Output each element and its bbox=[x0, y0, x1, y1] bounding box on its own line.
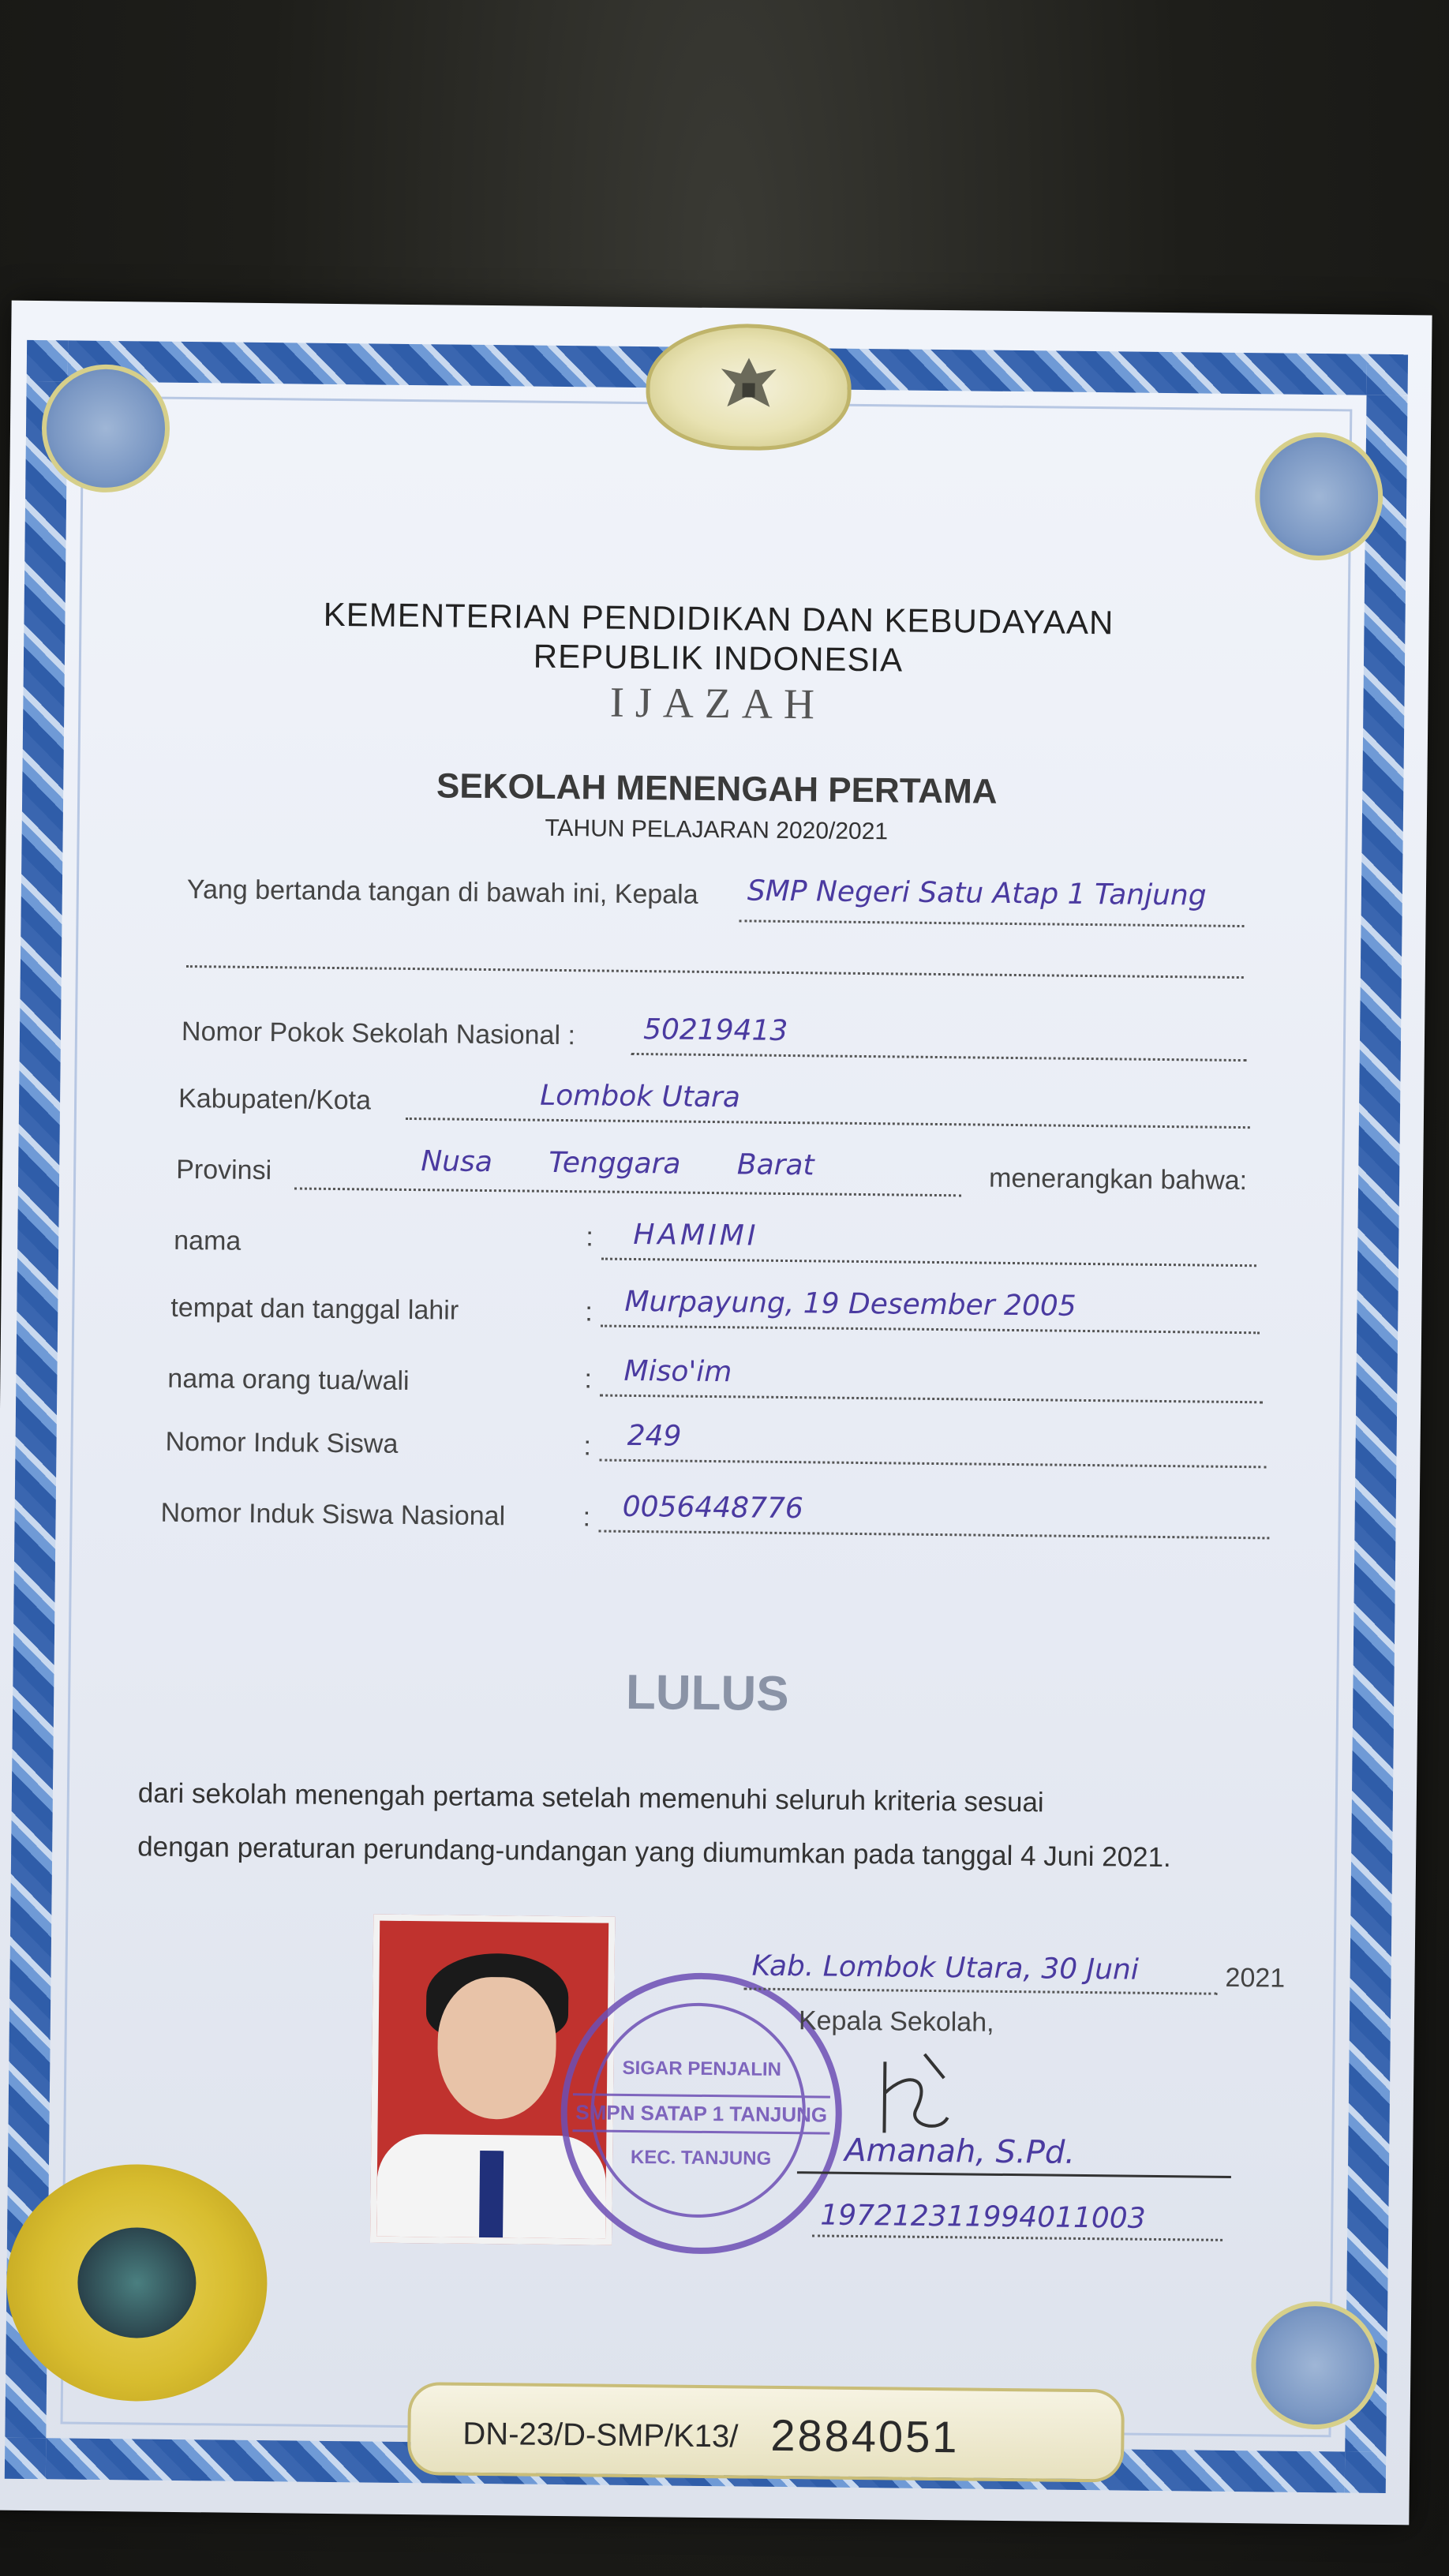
ortu-value: Miso'im bbox=[623, 1354, 732, 1389]
nama-label: nama bbox=[174, 1225, 242, 1256]
nis-value: 249 bbox=[627, 1419, 682, 1453]
signature-year: 2021 bbox=[1225, 1962, 1286, 1994]
gold-hologram-seal bbox=[6, 2163, 268, 2402]
provinsi-value: Nusa Tenggara Barat bbox=[421, 1145, 814, 1182]
provinsi-label: Provinsi bbox=[175, 1154, 272, 1186]
nis-label: Nomor Induk Siswa bbox=[165, 1426, 399, 1459]
corner-medallion-bottom-right bbox=[1251, 2301, 1380, 2430]
garuda-emblem-icon bbox=[646, 323, 852, 451]
colon: : bbox=[586, 1222, 593, 1252]
stamp-middle-text: SMPN SATAP 1 TANJUNG bbox=[572, 2093, 830, 2134]
signature-place-date: Kab. Lombok Utara, 30 Juni bbox=[751, 1949, 1140, 1986]
ortu-label: nama orang tua/wali bbox=[167, 1363, 410, 1397]
graduation-status: LULUS bbox=[625, 1664, 789, 1722]
signature-title: Kepala Sekolah, bbox=[798, 2005, 994, 2038]
school-name-value: SMP Negeri Satu Atap 1 Tanjung bbox=[747, 874, 1207, 912]
academic-year: TAHUN PELAJARAN 2020/2021 bbox=[545, 814, 889, 845]
menerangkan-label: menerangkan bahwa: bbox=[988, 1163, 1248, 1196]
ttl-label: tempat dan tanggal lahir bbox=[170, 1292, 459, 1326]
npsn-value: 50219413 bbox=[642, 1013, 788, 1048]
colon: : bbox=[584, 1364, 593, 1395]
document-code: DN-23/D-SMP/K13/ bbox=[462, 2416, 739, 2454]
nama-value: HAMIMI bbox=[633, 1218, 759, 1252]
school-level: SEKOLAH MENENGAH PERTAMA bbox=[436, 766, 998, 811]
corner-medallion-top-left bbox=[41, 364, 170, 493]
corner-medallion-top-right bbox=[1254, 432, 1383, 561]
kabupaten-label: Kabupaten/Kota bbox=[178, 1083, 372, 1116]
nisn-label: Nomor Induk Siswa Nasional bbox=[160, 1497, 506, 1532]
colon: : bbox=[583, 1431, 592, 1462]
ttl-value: Murpayung, 19 Desember 2005 bbox=[624, 1285, 1076, 1323]
intro-label: Yang bertanda tangan di bawah ini, Kepala bbox=[186, 874, 698, 910]
certificate-paper bbox=[0, 301, 1432, 2525]
stamp-top-text: SIGAR PENJALIN bbox=[622, 2057, 782, 2080]
colon: : bbox=[582, 1502, 591, 1533]
ministry-title: KEMENTERIAN PENDIDIKAN DAN KEBUDAYAAN bbox=[323, 595, 1114, 642]
document-serial: 2884051 bbox=[770, 2409, 960, 2462]
stamp-bottom-text: KEC. TANJUNG bbox=[630, 2146, 772, 2170]
principal-nip: 197212311994011003 bbox=[820, 2199, 1146, 2235]
kabupaten-value: Lombok Utara bbox=[539, 1079, 741, 1114]
principal-name: Amanah, S.Pd. bbox=[844, 2132, 1076, 2171]
document-title: IJAZAH bbox=[609, 678, 826, 728]
npsn-label: Nomor Pokok Sekolah Nasional : bbox=[181, 1016, 576, 1051]
result-line-2: dengan peraturan perundang-undangan yang diumumkan pada tanggal 4 Juni 2021. bbox=[137, 1831, 1171, 1874]
colon: : bbox=[585, 1297, 593, 1327]
result-line-1: dari sekolah menengah pertama setelah memenuhi seluruh kriteria sesuai bbox=[137, 1777, 1044, 1818]
nisn-value: 0056448776 bbox=[622, 1490, 803, 1526]
country-title: REPUBLIK INDONESIA bbox=[533, 637, 904, 679]
